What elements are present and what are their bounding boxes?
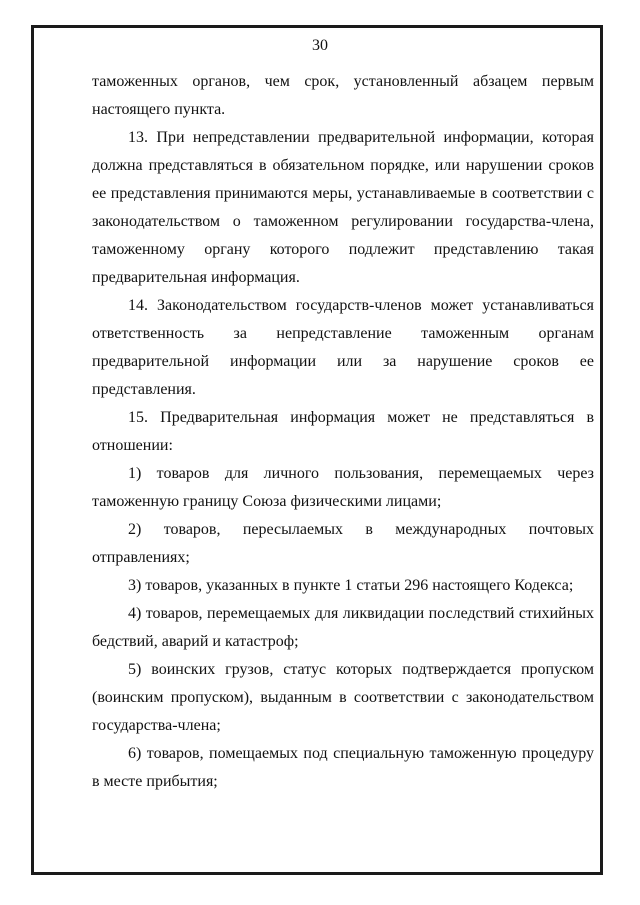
list-item-2: 2) товаров, пересылаемых в международных почтовых отправлениях; [92,521,594,566]
paragraph-clause-13: 13. При непредставлении предварительной информации, которая должна представляться в обязательном порядке, или нарушении сроков ее представления принимаются меры, устанавливаемые в соответствии с законодательством о таможенном регулировании государства-члена, таможенному органу которого подлежит представлению такая предварительная информация. [92,129,594,286]
list-item-4: 4) товаров, перемещаемых для ликвидации последствий стихийных бедствий, аварий и катастроф; [92,605,594,650]
list-item-1: 1) товаров для личного пользования, перемещаемых через таможенную границу Союза физическими лицами; [92,465,594,510]
paragraph-continuation: таможенных органов, чем срок, установленный абзацем первым настоящего пункта. [92,73,594,118]
paragraph-clause-15: 15. Предварительная информация может не представляться в отношении: [92,409,594,454]
paragraph-clause-14: 14. Законодательством государств-членов может устанавливаться ответственность за непредставление таможенным органам предварительной информации или за нарушение сроков ее представления. [92,297,594,398]
page-number: 30 [312,37,328,54]
list-item-5: 5) воинских грузов, статус которых подтверждается пропуском (воинским пропуском), выданным в соответствии с законодательством государства-члена; [92,661,594,734]
list-item-6: 6) товаров, помещаемых под специальную таможенную процедуру в месте прибытия; [92,745,594,790]
list-item-3: 3) товаров, указанных в пункте 1 статьи 296 настоящего Кодекса; [128,577,574,594]
document-body [92,68,594,796]
